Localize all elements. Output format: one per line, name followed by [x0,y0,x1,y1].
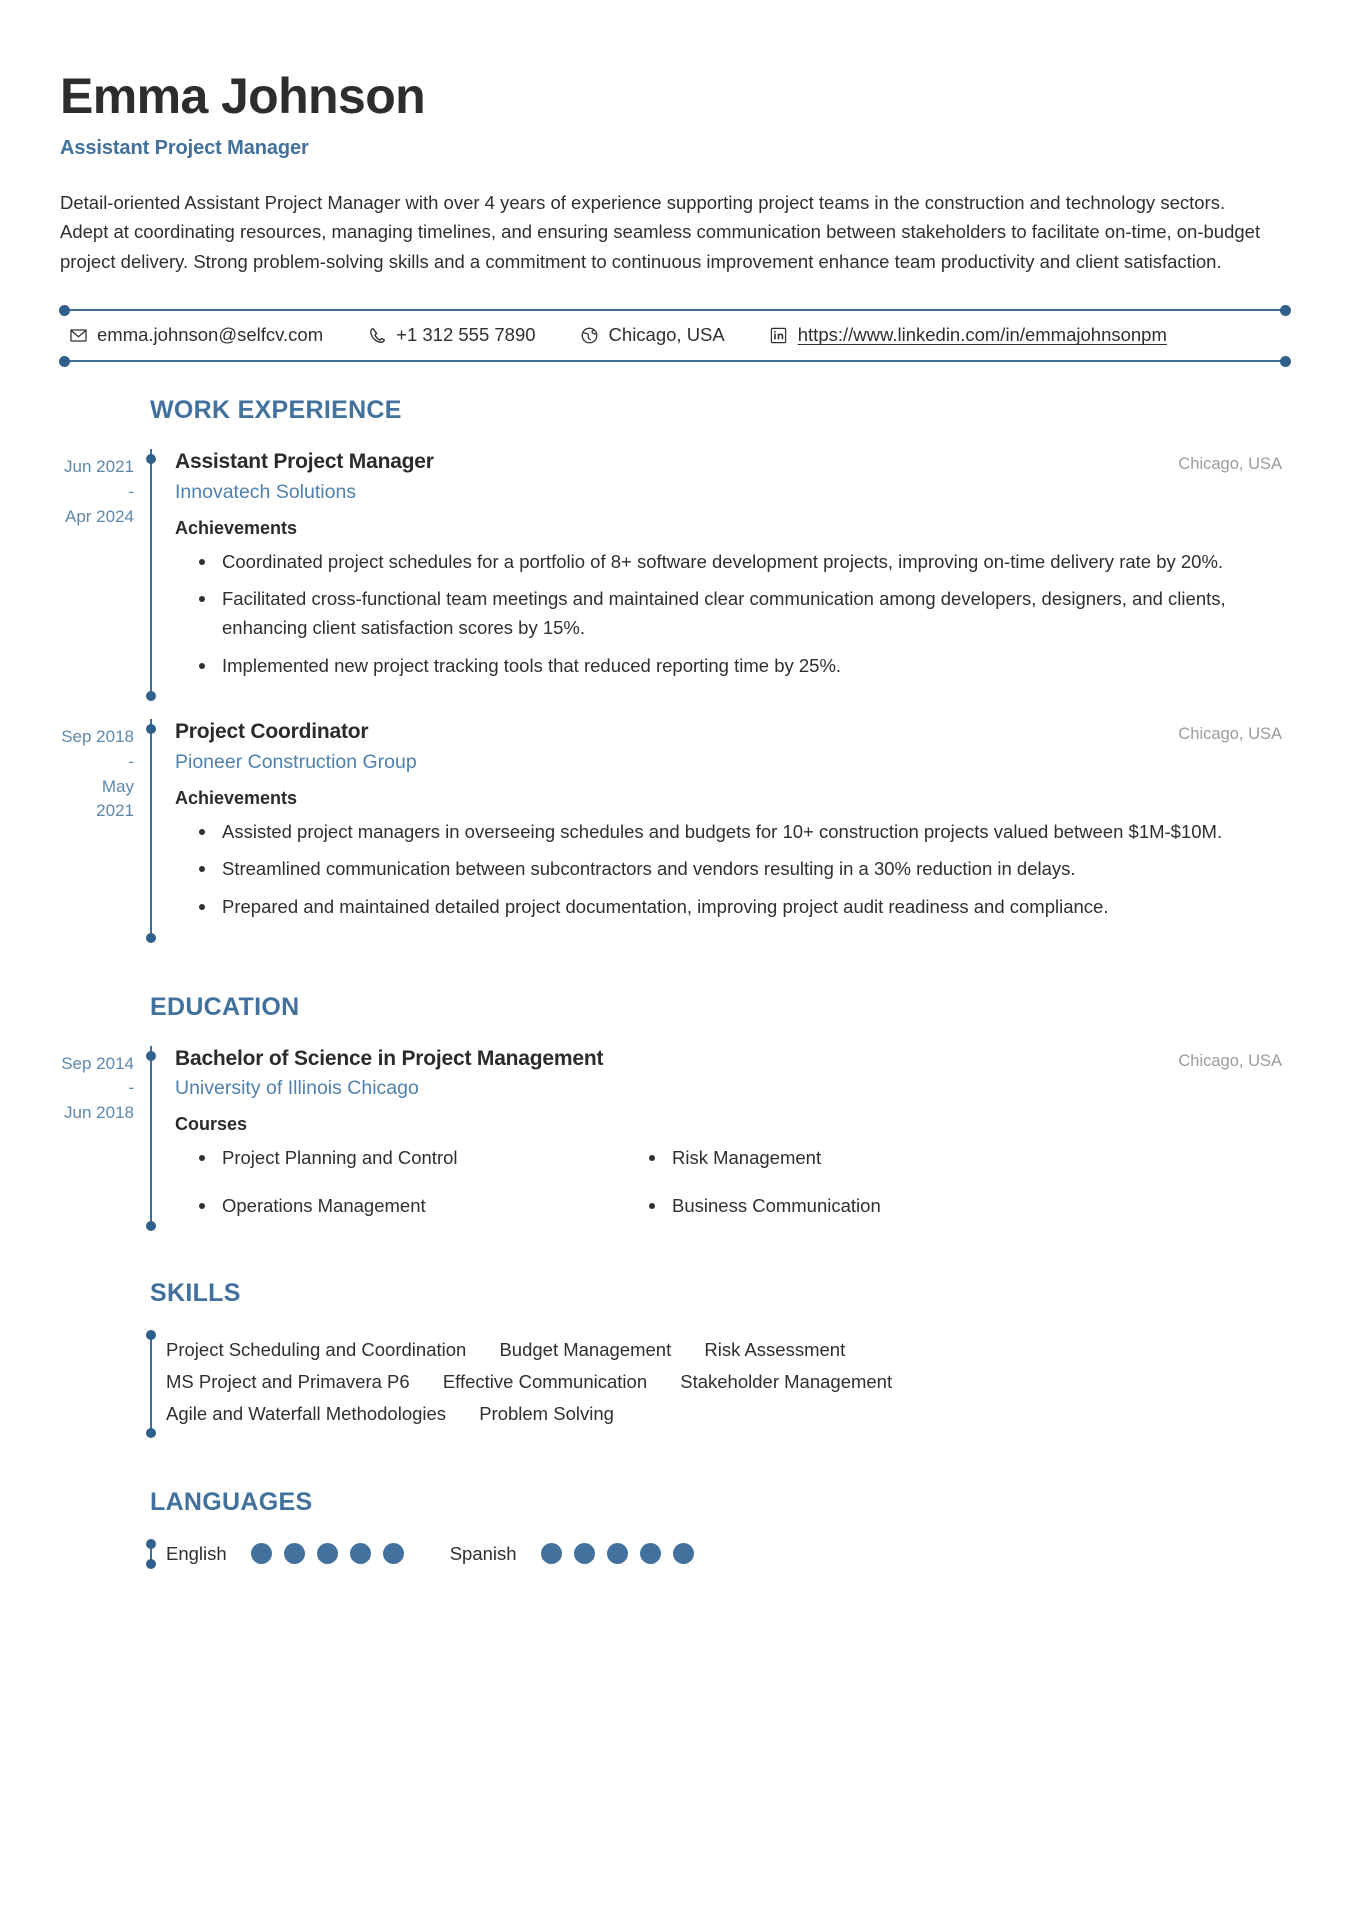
date-dash: - [128,1078,134,1098]
education-degree: Bachelor of Science in Project Management [175,1046,604,1070]
work-entry-org: Pioneer Construction Group [175,750,417,773]
skill-chip: Budget Management [499,1339,672,1361]
contact-phone[interactable] [367,324,535,346]
work-entry-location: Chicago, USA [1178,725,1282,744]
skills-row [166,1334,920,1366]
education-location: Chicago, USA [1178,1051,1282,1070]
skills-list [152,1332,920,1435]
date-start: Sep 2014 [61,1053,134,1073]
skill-chip: Project Scheduling and Coordination [166,1339,467,1361]
date-end: Apr 2024 [65,506,134,526]
rating-dot [541,1543,562,1564]
language-name: English [166,1542,227,1564]
date-end: Jun 2018 [64,1102,134,1122]
list-item: Prepared and maintained detailed project documentation, improving project audit readiness and compliance. [197,893,1267,922]
skill-chip: Agile and Waterfall Methodologies [166,1402,447,1424]
list-item: Project Planning and Control [197,1144,647,1172]
work-entry-org: Innovatech Solutions [175,480,357,503]
envelope-icon [68,325,88,345]
work-entry-role: Assistant Project Manager [175,450,434,474]
rating-dot [350,1543,371,1564]
rating-dot [251,1543,272,1564]
languages-gutter [60,1541,150,1567]
section-title-work: WORK EXPERIENCE [150,396,402,425]
contact-email[interactable] [68,324,323,346]
list-item: Implemented new project tracking tools that reduced reporting time by 25%. [197,652,1267,681]
contact-email-text: emma.johnson@selfcv.com [97,324,324,346]
contact-location-text: Chicago, USA [608,324,725,346]
education-school: University of Illinois Chicago [175,1076,419,1099]
list-item: Assisted project managers in overseeing schedules and budgets for 10+ construction projects valued between $1M-$10M. [197,818,1267,847]
skills-row [166,1398,920,1430]
work-entry-dates [60,449,150,699]
contact-linkedin-text: https://www.linkedin.com/in/emmajohnsonpm [797,324,1167,346]
date-start: Sep 2018 [61,727,134,747]
globe-icon [580,325,600,345]
section-title-languages: LANGUAGES [150,1487,313,1516]
contact-phone-text: +1 312 555 7890 [396,324,536,346]
work-entry-bullets [197,818,1290,922]
section-education [60,993,1290,1230]
date-dash: - [128,482,134,502]
rating-dot [317,1543,338,1564]
work-entry-sublabel: Achievements [175,787,298,808]
phone-icon [367,325,387,345]
list-item: Business Communication [647,1192,1290,1220]
rating-dot [284,1543,305,1564]
language-item [450,1543,694,1565]
section-title-education: EDUCATION [150,992,300,1021]
timeline-rail [150,1541,152,1567]
section-skills [60,1279,1290,1435]
rating-dot [574,1543,595,1564]
date-end: May 2021 [96,776,134,821]
language-level-dots [251,1543,404,1564]
professional-summary: Detail-oriented Assistant Project Manager with over 4 years of experience supporting project teams in the construction and technology sectors. Adept at coordinating resources, managing timelines, and ensuring seamless communication between stakeholders to facilitate on-time, on-budget project delivery. Strong problem-solving skills and a commitment to continuous improvement enhance team productivity and client satisfaction. [60,191,1261,273]
list-item: Operations Management [197,1192,647,1220]
education-sublabel: Courses [175,1113,248,1134]
skill-chip: MS Project and Primavera P6 [166,1371,410,1393]
work-entry-role: Project Coordinator [175,720,369,744]
skill-chip: Stakeholder Management [680,1371,893,1393]
contact-divider-bottom [60,360,1290,362]
contact-location [580,324,725,346]
education-entry [60,1046,1290,1230]
page-title: Emma Johnson [60,68,426,124]
skill-chip: Effective Communication [442,1371,648,1393]
education-entry-dates [60,1046,150,1230]
date-dash: - [128,751,134,771]
timeline-rail [150,1332,152,1435]
rating-dot [673,1543,694,1564]
section-title-skills: SKILLS [150,1279,241,1308]
rating-dot [607,1543,628,1564]
education-courses [197,1144,1290,1220]
rating-dot [640,1543,661,1564]
list-item: Risk Management [647,1144,1290,1172]
section-work-experience [60,396,1290,940]
contact-divider-top [60,309,1290,311]
skill-chip: Risk Assessment [704,1339,846,1361]
skills-row [166,1366,920,1398]
work-entry-dates [60,719,150,940]
work-entry [60,449,1290,699]
linkedin-icon [769,325,789,345]
list-item: Facilitated cross-functional team meetings and maintained clear communication among developers, designers, and clients, enhancing client satisfaction scores by 15%. [197,585,1267,642]
contact-bar [60,309,1290,362]
language-name: Spanish [449,1542,517,1564]
date-start: Jun 2021 [64,457,134,477]
list-item: Streamlined communication between subcontractors and vendors resulting in a 30% reduction in delays. [197,855,1267,884]
skill-chip: Problem Solving [479,1402,614,1424]
skills-gutter [60,1332,150,1435]
language-level-dots [541,1543,694,1564]
section-languages [60,1488,1290,1567]
work-entry [60,719,1290,940]
work-entry-location: Chicago, USA [1178,455,1282,474]
contact-linkedin[interactable] [769,324,1167,346]
job-title: Assistant Project Manager [60,136,309,159]
language-item [166,1543,404,1565]
languages-list [152,1541,694,1567]
list-item: Coordinated project schedules for a portfolio of 8+ software development projects, improving on-time delivery rate by 20%. [197,548,1267,577]
work-entry-sublabel: Achievements [175,517,298,538]
rating-dot [383,1543,404,1564]
resume-header [60,70,1290,277]
work-entry-bullets [197,548,1290,681]
